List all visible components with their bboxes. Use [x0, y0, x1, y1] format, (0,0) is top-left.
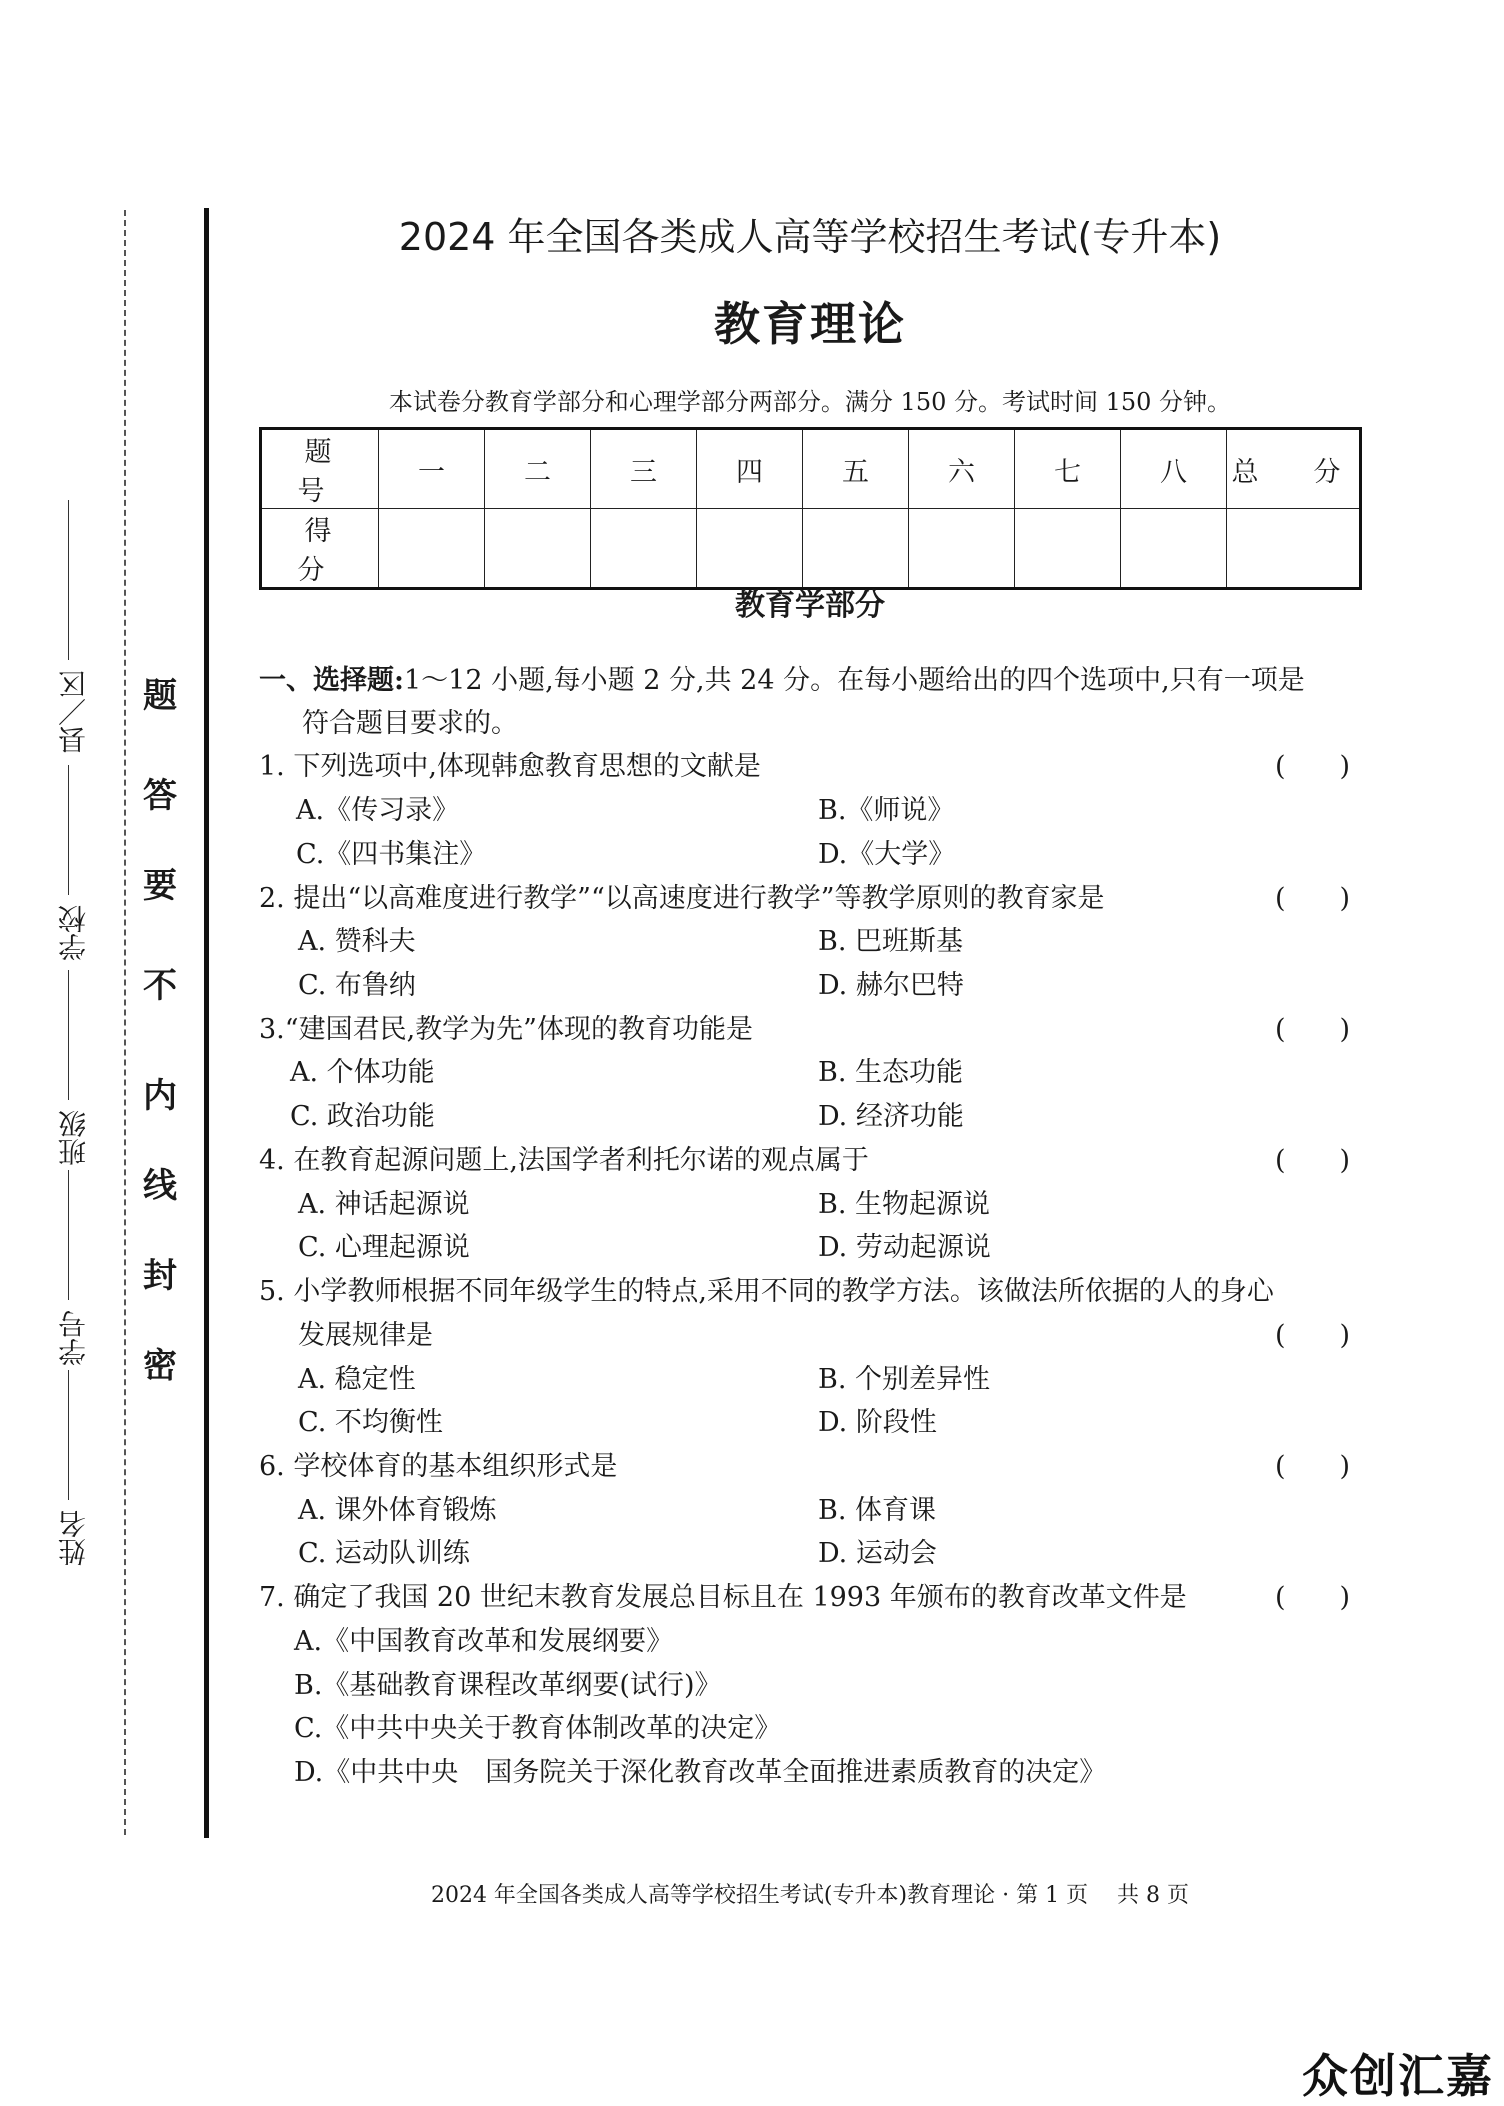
score-cell[interactable] [1227, 509, 1361, 589]
score-table [259, 427, 1362, 590]
score-table-header-cell: 一 [379, 429, 485, 509]
score-table-row-label: 得 分 [261, 509, 379, 589]
option-a: A.《传习录》 [296, 795, 460, 826]
option-b: B. 巴班斯基 [818, 926, 964, 957]
option-a: A. 赞科夫 [298, 926, 416, 957]
option-d: D. 阶段性 [818, 1407, 937, 1438]
score-table-header-cell: 二 [485, 429, 591, 509]
score-cell[interactable] [1121, 509, 1227, 589]
seal-char: 密 [143, 1346, 177, 1386]
answer-bracket[interactable]: ( ) [1275, 751, 1351, 782]
option-c: C. 心理起源说 [298, 1232, 470, 1263]
district-field-line[interactable] [68, 500, 69, 660]
exam-title: 2024 年全国各类成人高等学校招生考试(专升本) [398, 215, 1222, 259]
option-c: C. 不均衡性 [298, 1407, 443, 1438]
answer-bracket[interactable]: ( ) [1275, 1582, 1351, 1613]
question-stem: 6. 学校体育的基本组织形式是 [259, 1451, 618, 1482]
score-cell[interactable] [697, 509, 803, 589]
class-field-label: 班级 [57, 1110, 90, 1166]
class-field-line[interactable] [68, 970, 69, 1100]
exam-intro: 本试卷分教育学部分和心理学部分两部分。满分 150 分。考试时间 150 分钟。 [388, 388, 1232, 416]
question-stem: 5. 小学教师根据不同年级学生的特点,采用不同的教学方法。该做法所依据的人的身心 [259, 1276, 1274, 1307]
score-table-score-row [261, 509, 1361, 589]
option-a: A. 稳定性 [298, 1364, 416, 1395]
score-table-header-cell: 七 [1015, 429, 1121, 509]
name-field-label: 姓名 [57, 1510, 90, 1566]
section-heading [259, 658, 1305, 697]
answer-bracket[interactable]: ( ) [1275, 1320, 1351, 1351]
option-a: A. 课外体育锻炼 [298, 1495, 497, 1526]
seal-char: 题 [143, 676, 177, 716]
score-cell[interactable] [485, 509, 591, 589]
name-field-line[interactable] [68, 1370, 69, 1500]
score-cell[interactable] [1015, 509, 1121, 589]
score-table-header-cell: 六 [909, 429, 1015, 509]
binding-solid-line [204, 208, 209, 1838]
option-c: C.《中共中央关于教育体制改革的决定》 [294, 1713, 782, 1744]
section-label: 一、选择题: [259, 665, 404, 696]
student-id-field-line[interactable] [68, 1170, 69, 1300]
score-table-header-cell: 四 [697, 429, 803, 509]
answer-bracket[interactable]: ( ) [1275, 1145, 1351, 1176]
option-b: B. 生物起源说 [818, 1189, 991, 1220]
option-c: C. 运动队训练 [298, 1538, 470, 1569]
student-id-field-label: 学号 [57, 1310, 90, 1366]
section-description-cont: 符合题目要求的。 [302, 708, 518, 739]
district-field-label: 县／区 [57, 670, 90, 754]
score-cell[interactable] [909, 509, 1015, 589]
score-table-header-cell: 三 [591, 429, 697, 509]
seal-char: 内 [143, 1076, 177, 1116]
option-c: C. 布鲁纳 [298, 970, 416, 1001]
school-field-label: 学校 [57, 905, 90, 961]
option-b: B.《基础教育课程改革纲要(试行)》 [294, 1670, 722, 1701]
seal-char: 线 [143, 1166, 177, 1206]
question-stem: 7. 确定了我国 20 世纪末教育发展总目标且在 1993 年颁布的教育改革文件是 [259, 1582, 1187, 1613]
answer-bracket[interactable]: ( ) [1275, 1014, 1351, 1045]
score-table-header-row [261, 429, 1361, 509]
option-c: C. 政治功能 [290, 1101, 435, 1132]
section-description: 1～12 小题,每小题 2 分,共 24 分。在每小题给出的四个选项中,只有一项是 [403, 665, 1305, 696]
seal-char: 不 [143, 966, 177, 1006]
subject-title: 教育理论 [714, 297, 906, 351]
option-c: C.《四书集注》 [296, 839, 487, 870]
question-stem: 4. 在教育起源问题上,法国学者利托尔诺的观点属于 [259, 1145, 869, 1176]
option-a: A. 个体功能 [290, 1057, 435, 1088]
score-table-header-cell: 题 号 [261, 429, 379, 509]
option-b: B. 个别差异性 [818, 1364, 991, 1395]
option-d: D. 劳动起源说 [818, 1232, 991, 1263]
option-a: A.《中国教育改革和发展纲要》 [294, 1626, 674, 1657]
score-table-header-cell: 八 [1121, 429, 1227, 509]
score-cell[interactable] [591, 509, 697, 589]
seal-char: 答 [143, 776, 177, 816]
score-table-header-cell: 总 分 [1227, 429, 1361, 509]
seal-char: 封 [143, 1256, 177, 1296]
answer-bracket[interactable]: ( ) [1275, 1451, 1351, 1482]
option-d: D. 经济功能 [818, 1101, 964, 1132]
binding-dashed-line [124, 210, 126, 1835]
option-b: B.《师说》 [818, 795, 955, 826]
option-b: B. 生态功能 [818, 1057, 964, 1088]
seal-char: 要 [143, 866, 177, 906]
option-d: D. 赫尔巴特 [818, 970, 964, 1001]
option-d: D. 运动会 [818, 1538, 937, 1569]
question-stem: 2. 提出“以高难度进行教学”“以高速度进行教学”等教学原则的教育家是 [259, 883, 1105, 914]
option-b: B. 体育课 [818, 1495, 937, 1526]
option-d: D.《中共中央 国务院关于深化教育改革全面推进素质教育的决定》 [294, 1757, 1107, 1788]
answer-bracket[interactable]: ( ) [1275, 883, 1351, 914]
option-a: A. 神话起源说 [298, 1189, 470, 1220]
watermark: 众创汇嘉 [1302, 2049, 1494, 2103]
question-stem: 3.“建国君民,教学为先”体现的教育功能是 [259, 1014, 753, 1045]
question-stem: 1. 下列选项中,体现韩愈教育思想的文献是 [259, 751, 761, 782]
page-footer: 2024 年全国各类成人高等学校招生考试(专升本)教育理论 · 第 1 页 共 8 页 [430, 1883, 1190, 1908]
part-title: 教育学部分 [735, 588, 885, 623]
option-d: D.《大学》 [818, 839, 956, 870]
question-stem-cont: 发展规律是 [298, 1320, 433, 1351]
score-table-header-cell: 五 [803, 429, 909, 509]
score-cell[interactable] [803, 509, 909, 589]
school-field-line[interactable] [68, 765, 69, 895]
